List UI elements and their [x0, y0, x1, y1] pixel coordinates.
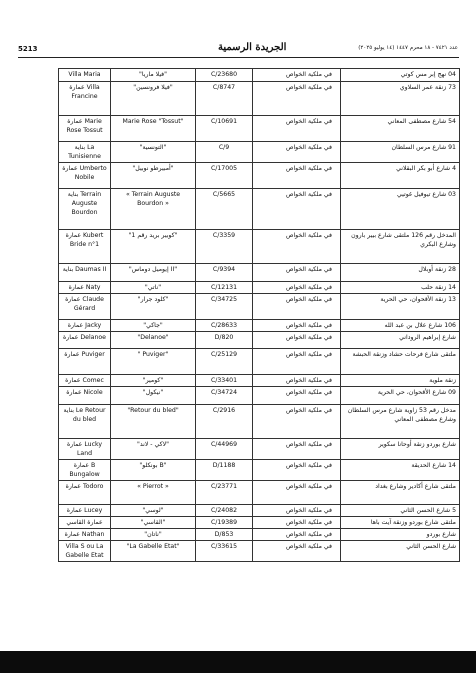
register-cell-address: ملتقى شارع بوردو وزنقة آيت باها: [341, 517, 460, 529]
register-row: [59, 230, 460, 264]
register-cell-property: عمارة Nathan: [59, 529, 111, 541]
register-cell-property: Villa S ou La Gabelle Etat: [59, 541, 111, 562]
register-cell-ownership: في ملكية الخواص: [253, 387, 341, 405]
register-row: [59, 529, 460, 541]
register-cell-reference: C/9394: [196, 264, 253, 282]
register-cell-ownership: في ملكية الخواص: [253, 332, 341, 349]
register-cell-property: عمارة Claude Gérard: [59, 294, 111, 320]
register-cell-address: شارع الحسن الثاني: [341, 541, 460, 562]
register-cell-reference: C/2916: [196, 405, 253, 439]
register-cell-ownership: في ملكية الخواص: [253, 69, 341, 82]
register-cell-ownership: في ملكية الخواص: [253, 517, 341, 529]
register-cell-ownership: في ملكية الخواص: [253, 142, 341, 163]
register-cell-ownership: في ملكية الخواص: [253, 481, 341, 505]
register-cell-address: 54 شارع مصطفى المعاني: [341, 116, 460, 142]
register-cell-name: "لوسي": [111, 505, 196, 517]
register-cell-address: مدخل رقم 53 زاوية شارع مرس السلطان وشارع مصطفى المعاني: [341, 405, 460, 439]
register-cell-property: عمارة B Bungalow: [59, 460, 111, 481]
register-cell-reference: C/25129: [196, 349, 253, 375]
register-table-body: [59, 69, 460, 562]
page-header: [18, 42, 458, 56]
register-cell-address: 4 شارع أبو بكر البقلاني: [341, 163, 460, 189]
register-row: [59, 387, 460, 405]
issue-date-line: عدد ٧٤٢١ - ١٨ محرم ١٤٤٧ (١٤ يوليو ٢٠٢٥): [358, 45, 458, 51]
register-row: [59, 375, 460, 387]
register-row: [59, 294, 460, 320]
register-cell-address: 106 شارع علال بن عبد الله: [341, 320, 460, 332]
register-cell-property: بناية Le Retour du bled: [59, 405, 111, 439]
register-row: [59, 460, 460, 481]
register-cell-ownership: في ملكية الخواص: [253, 505, 341, 517]
register-cell-ownership: في ملكية الخواص: [253, 529, 341, 541]
register-cell-name: "كومير": [111, 375, 196, 387]
register-cell-address: زنقة ملوية: [341, 375, 460, 387]
register-cell-name: "أمبيرطو نوبيل": [111, 163, 196, 189]
register-cell-name: Marie Rose "Tossut": [111, 116, 196, 142]
register-cell-ownership: في ملكية الخواص: [253, 189, 341, 230]
register-row: [59, 69, 460, 82]
register-cell-property: عمارة Delanoe: [59, 332, 111, 349]
register-cell-property: عمارة Villa Francine: [59, 82, 111, 116]
register-cell-reference: C/10691: [196, 116, 253, 142]
journal-title: الجريدة الرسمية: [218, 42, 287, 53]
register-cell-ownership: في ملكية الخواص: [253, 163, 341, 189]
register-cell-name: "فيلا ماريا": [111, 69, 196, 82]
register-row: [59, 82, 460, 116]
register-cell-ownership: في ملكية الخواص: [253, 460, 341, 481]
register-row: [59, 189, 460, 230]
register-cell-reference: C/33401: [196, 375, 253, 387]
register-cell-property: عمارة القاسي: [59, 517, 111, 529]
register-cell-ownership: في ملكية الخواص: [253, 230, 341, 264]
register-cell-address: شارع بوردو زنقة أوحانا سكوير: [341, 439, 460, 460]
register-cell-address: 14 شارع الحديقة: [341, 460, 460, 481]
register-cell-ownership: في ملكية الخواص: [253, 541, 341, 562]
register-cell-property: عمارة Lucey: [59, 505, 111, 517]
register-cell-ownership: في ملكية الخواص: [253, 439, 341, 460]
register-row: [59, 505, 460, 517]
register-cell-name: "إيوميل دوماس II": [111, 264, 196, 282]
register-cell-address: شارع إبراهيم الروداني: [341, 332, 460, 349]
register-row: [59, 349, 460, 375]
register-cell-reference: C/28633: [196, 320, 253, 332]
register-cell-reference: C/12131: [196, 282, 253, 294]
register-cell-reference: C/34724: [196, 387, 253, 405]
register-row: [59, 116, 460, 142]
register-cell-reference: C/24082: [196, 505, 253, 517]
register-cell-property: عمارة Kubert Bride n°1: [59, 230, 111, 264]
register-cell-address: 03 شارع تيوفيل غوتيي: [341, 189, 460, 230]
register-cell-name: "ناتان": [111, 529, 196, 541]
register-cell-name: "La Gabelle Etat": [111, 541, 196, 562]
register-row: [59, 282, 460, 294]
register-cell-name: « Pierrot »: [111, 481, 196, 505]
register-cell-property: عمارة Umberto Nobile: [59, 163, 111, 189]
register-cell-reference: D/820: [196, 332, 253, 349]
register-cell-ownership: في ملكية الخواص: [253, 349, 341, 375]
register-cell-address: المدخل رقم 126 ملتقى شارع بيير بارون وشارع البكري: [341, 230, 460, 264]
heritage-register-table: [58, 68, 460, 562]
register-row: [59, 439, 460, 460]
register-cell-property: بناية Daumas II: [59, 264, 111, 282]
register-cell-ownership: في ملكية الخواص: [253, 82, 341, 116]
register-cell-name: « Terrain Auguste Bourdon »: [111, 189, 196, 230]
register-cell-address: 09 شارع الأقحوان، حي الحرية: [341, 387, 460, 405]
register-cell-address: 28 زنقة أوبلال: [341, 264, 460, 282]
register-cell-name: "Delanoe": [111, 332, 196, 349]
register-cell-property: عمارة Naty: [59, 282, 111, 294]
register-cell-address: 14 زنقة حلب: [341, 282, 460, 294]
register-cell-ownership: في ملكية الخواص: [253, 116, 341, 142]
register-cell-name: "نيكول": [111, 387, 196, 405]
register-cell-name: "لاكي - لاند": [111, 439, 196, 460]
register-cell-address: 13 زنقة الأقحوان، حي الحرية: [341, 294, 460, 320]
register-cell-reference: C/8747: [196, 82, 253, 116]
register-cell-name: "كوبير بريد رقم 1": [111, 230, 196, 264]
register-cell-name: "التونسية": [111, 142, 196, 163]
register-cell-ownership: في ملكية الخواص: [253, 294, 341, 320]
register-cell-name: "فيلا فرونسين": [111, 82, 196, 116]
register-cell-ownership: في ملكية الخواص: [253, 405, 341, 439]
register-cell-reference: C/33615: [196, 541, 253, 562]
register-cell-property: بناية Terrain Auguste Bourdon: [59, 189, 111, 230]
register-row: [59, 517, 460, 529]
register-cell-property: Villa Maria: [59, 69, 111, 82]
register-row: [59, 264, 460, 282]
register-cell-reference: C/23771: [196, 481, 253, 505]
register-cell-property: عمارة Todoro: [59, 481, 111, 505]
register-cell-property: بناية La Tunisienne: [59, 142, 111, 163]
register-cell-property: عمارة Marie Rose Tossut: [59, 116, 111, 142]
register-cell-address: شارع بوردو: [341, 529, 460, 541]
register-row: [59, 163, 460, 189]
register-cell-address: 04 نهج إبر مس كوتي: [341, 69, 460, 82]
register-cell-address: 73 زنقة عمر السلاوي: [341, 82, 460, 116]
register-cell-reference: C/34725: [196, 294, 253, 320]
register-cell-reference: D/1188: [196, 460, 253, 481]
register-cell-name: "بونكلو B": [111, 460, 196, 481]
register-cell-reference: C/17005: [196, 163, 253, 189]
register-cell-property: عمارة Lucky Land: [59, 439, 111, 460]
register-cell-ownership: في ملكية الخواص: [253, 282, 341, 294]
register-row: [59, 142, 460, 163]
register-cell-name: "جاكي": [111, 320, 196, 332]
register-cell-property: عمارة Comec: [59, 375, 111, 387]
register-row: [59, 405, 460, 439]
register-cell-reference: C/9: [196, 142, 253, 163]
register-cell-name: "كلود جرار": [111, 294, 196, 320]
register-cell-ownership: في ملكية الخواص: [253, 320, 341, 332]
register-cell-address: 5 شارع الحسن الثاني: [341, 505, 460, 517]
register-cell-name: "ناتي": [111, 282, 196, 294]
register-cell-address: ملتقى شارع أكادير وشارع بغداد: [341, 481, 460, 505]
register-row: [59, 541, 460, 562]
register-cell-reference: C/23680: [196, 69, 253, 82]
register-row: [59, 332, 460, 349]
register-cell-reference: C/44969: [196, 439, 253, 460]
register-cell-ownership: في ملكية الخواص: [253, 264, 341, 282]
register-cell-property: عمارة Jacky: [59, 320, 111, 332]
register-cell-ownership: في ملكية الخواص: [253, 375, 341, 387]
register-cell-name: " Puviger": [111, 349, 196, 375]
register-cell-reference: C/3359: [196, 230, 253, 264]
register-cell-property: عمارة Puviger: [59, 349, 111, 375]
register-cell-address: 91 شارع مرس السلطان: [341, 142, 460, 163]
register-cell-reference: C/19389: [196, 517, 253, 529]
register-cell-name: "Retour du bled": [111, 405, 196, 439]
register-cell-reference: C/5665: [196, 189, 253, 230]
register-cell-property: عمارة Nicole: [59, 387, 111, 405]
register-cell-reference: D/853: [196, 529, 253, 541]
header-divider: [18, 57, 459, 58]
viewer-bottom-bar: [0, 651, 476, 673]
page-number: 5213: [18, 45, 38, 53]
register-cell-address: ملتقى شارع فرحات حشاد وزنقة الحبشة: [341, 349, 460, 375]
register-row: [59, 320, 460, 332]
register-cell-name: "القاسي": [111, 517, 196, 529]
register-row: [59, 481, 460, 505]
